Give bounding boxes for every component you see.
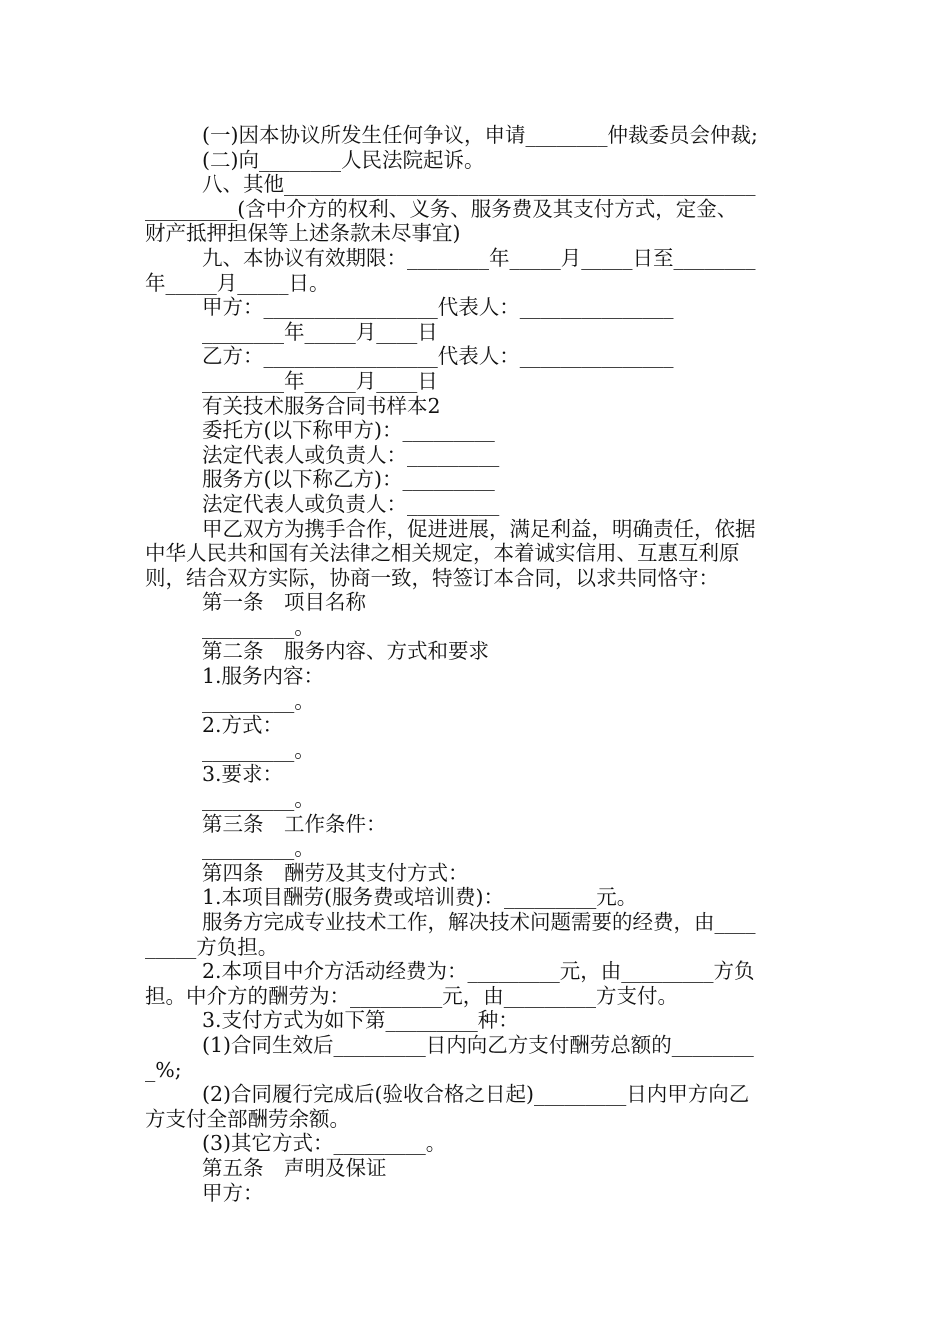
- document-line: 担。中介方的酬劳为：_________元，由_________方支付。: [145, 983, 678, 1008]
- document-line: 九、本协议有效期限：________年_____月_____日至________: [202, 245, 756, 270]
- document-line: 2.本项目中介方活动经费为：_________元，由_________方负: [202, 959, 755, 984]
- document-line: _________。: [202, 737, 315, 762]
- document-line: 2.方式：: [202, 713, 284, 738]
- document-line: 方支付全部酬劳余额。: [145, 1106, 350, 1131]
- document-line: (一)因本协议所发生任何争议，申请________仲裁委员会仲裁;: [202, 123, 758, 147]
- document-line: 法定代表人或负责人：_________: [202, 491, 500, 516]
- document-line: (2)合同履行完成后(验收合格之日起)_________日内甲方向乙: [202, 1082, 750, 1107]
- document-line: 第五条 声明及保证: [202, 1155, 387, 1180]
- document-line: 财产抵押担保等上述条款未尽事宜): [145, 221, 461, 246]
- document-page: [145, 123, 810, 1205]
- document-line: _%;: [145, 1057, 182, 1082]
- document-line: 则，结合双方实际，协商一致，特签订本合同，以求共同恪守：: [145, 565, 719, 590]
- document-line: ________年_____月____日: [202, 368, 438, 393]
- document-line: 甲方：: [202, 1180, 264, 1205]
- document-line: 八、其他______________________________________________: [202, 172, 756, 197]
- document-line: 有关技术服务合同书样本2: [202, 393, 441, 418]
- document-line: _________。: [202, 787, 315, 812]
- document-line: (1)合同生效后_________日内向乙方支付酬劳总额的________: [202, 1032, 754, 1057]
- document-line: (二)向________人民法院起诉。: [202, 147, 485, 172]
- document-line: 年_____月_____日。: [145, 270, 330, 295]
- document-line: 1.本项目酬劳(服务费或培训费)：_________元。: [202, 885, 638, 910]
- document-line: 3.支付方式为如下第_________种：: [202, 1008, 519, 1033]
- document-line: _________(含中介方的权利、义务、服务费及其支付方式，定金、: [145, 196, 738, 221]
- document-line: 第二条 服务内容、方式和要求: [202, 639, 489, 664]
- document-line: 第三条 工作条件：: [202, 811, 387, 836]
- document-line: 委托方(以下称甲方)：_________: [202, 418, 495, 443]
- document-line: 乙方：_________________代表人：_______________: [202, 344, 674, 369]
- document-line: ________年_____月____日: [202, 319, 438, 344]
- document-line: _____方负担。: [145, 934, 279, 959]
- document-line: 中华人民共和国有关法律之相关规定，本着诚实信用、互惠互利原: [145, 541, 740, 566]
- document-line: 第四条 酬劳及其支付方式：: [202, 860, 469, 885]
- document-line: _________。: [202, 836, 315, 861]
- document-line: 甲乙双方为携手合作，促进进展，满足利益，明确责任，依据: [202, 516, 756, 541]
- document-line: (3)其它方式：_________。: [202, 1131, 447, 1156]
- document-line: _________。: [202, 688, 315, 713]
- document-line: 服务方(以下称乙方)：_________: [202, 467, 495, 492]
- document-line: 法定代表人或负责人：_________: [202, 442, 500, 467]
- document-line: 3.要求：: [202, 762, 284, 787]
- document-line: 甲方：_________________代表人：_______________: [202, 295, 674, 320]
- document-line: 第一条 项目名称: [202, 590, 366, 615]
- document-line: _________。: [202, 614, 315, 639]
- document-line: 1.服务内容：: [202, 664, 325, 689]
- document-line: 服务方完成专业技术工作，解决技术问题需要的经费，由____: [202, 910, 756, 934]
